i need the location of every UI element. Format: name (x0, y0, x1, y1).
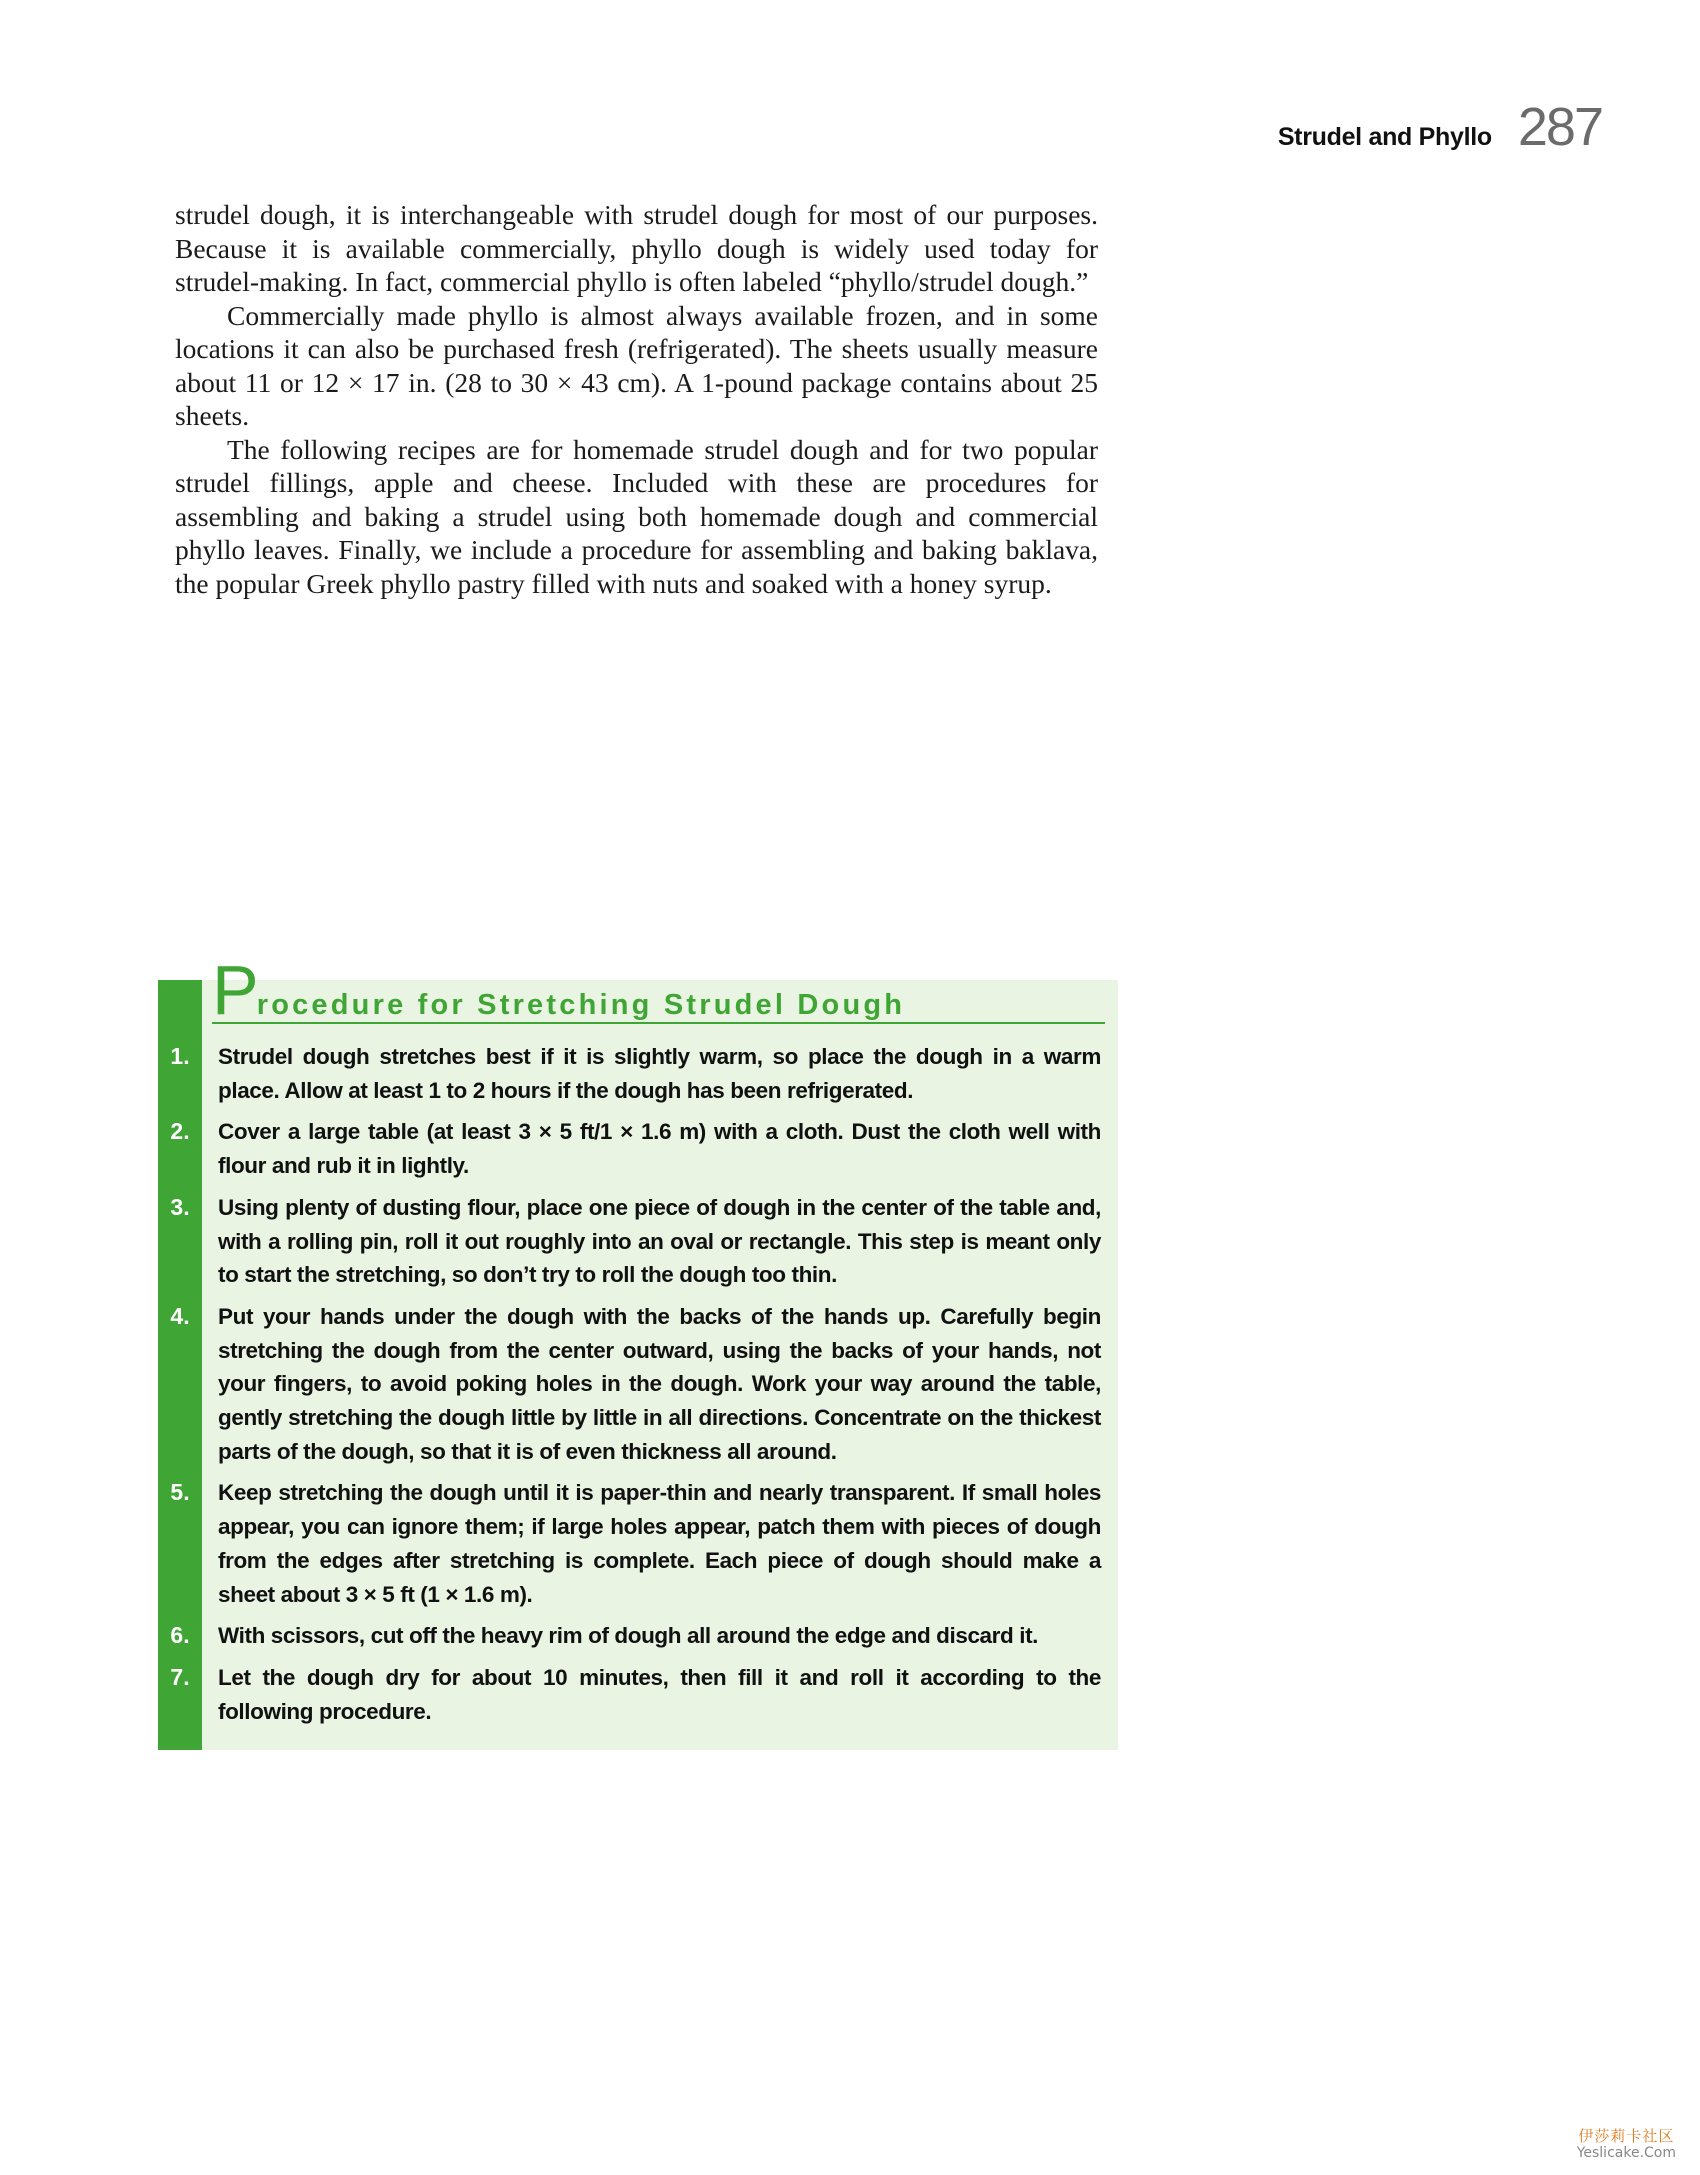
paragraph-continued: strudel dough, it is interchangeable with strudel dough for most of our purposes. Because it is available commercially, phyllo dough is widely used today for strudel-making. In fact, commercial phyllo is often labeled “phyllo/strudel dough.” (175, 199, 1098, 297)
procedure-title-text: rocedure for Stretching Strudel Dough (256, 989, 906, 1021)
procedure-steps (158, 1040, 1101, 1736)
body-text (175, 198, 1098, 600)
procedure-title-initial: P (212, 951, 257, 1029)
procedure-step (158, 1040, 1101, 1107)
step-text: Keep stretching the dough until it is paper-thin and nearly transparent. If small holes appear, you can ignore them; if large holes appear, patch them with pieces of dough from the edges after stretching is complete. Each piece of dough should make a sheet about 3 × 5 ft (1 × 1.6 m). (218, 1480, 1101, 1607)
watermark (1577, 2128, 1676, 2161)
step-number: 5. (170, 1479, 190, 1506)
procedure-title (212, 951, 1105, 1029)
step-text: Cover a large table (at least 3 × 5 ft/1 × 1.6 m) with a cloth. Dust the cloth well with flour and rub it in lightly. (218, 1119, 1101, 1179)
paragraph: Commercially made phyllo is almost always available frozen, and in some locations it can also be purchased fresh (refrigerated). The sheets usually measure about 11 or 12 × 17 in. (28 to 30 × 43 cm). A 1-pound package contains about 25 sheets. (175, 299, 1098, 431)
step-number: 3. (170, 1193, 190, 1220)
step-text: With scissors, cut off the heavy rim of dough all around the edge and discard it. (218, 1623, 1039, 1649)
running-header (1278, 96, 1602, 158)
paragraph: The following recipes are for homemade strudel dough and for two popular strudel fillings, apple and cheese. Included with these are procedures for assembling and baking a strudel using both homemade dough and commercial phyllo leaves. Finally, we include a procedure for assembling and baking baklava, the popular Greek phyllo pastry filled with nuts and soaked with a honey syrup. (175, 433, 1098, 599)
procedure-step (158, 1661, 1101, 1728)
procedure-step (158, 1115, 1101, 1182)
procedure-box (158, 951, 1118, 1750)
step-text: Put your hands under the dough with the backs of the hands up. Carefully begin stretching the dough from the center outward, using the backs of your hands, not your fingers, to avoid poking holes in the dough. Work your way around the table, gently stretching the dough little by little in all directions. Concentrate on the thickest parts of the dough, so that it is of even thickness all around. (218, 1303, 1101, 1464)
step-number: 6. (170, 1622, 190, 1649)
step-number: 2. (170, 1118, 190, 1145)
procedure-step (158, 1619, 1101, 1653)
procedure-step (158, 1191, 1101, 1292)
step-text: Using plenty of dusting flour, place one piece of dough in the center of the table and, with a rolling pin, roll it out roughly into an oval or rectangle. This step is meant only to start the stretching, so don’t try to roll the dough too thin. (218, 1194, 1101, 1288)
procedure-step (158, 1300, 1101, 1469)
section-title: Strudel and Phyllo (1277, 123, 1492, 151)
procedure-step (158, 1476, 1101, 1611)
watermark-line-2: Yeslicake.Com (1576, 2144, 1676, 2161)
watermark-line-1: 伊莎莉卡社区 (1578, 2126, 1675, 2145)
step-text: Strudel dough stretches best if it is slightly warm, so place the dough in a warm place. Allow at least 1 to 2 hours if the dough has been refrigerated. (218, 1044, 1101, 1103)
page-number: 287 (1517, 97, 1602, 157)
step-number: 4. (170, 1302, 190, 1329)
step-number: 1. (170, 1043, 190, 1069)
step-text: Let the dough dry for about 10 minutes, then fill it and roll it according to the following procedure. (218, 1664, 1101, 1724)
step-number: 7. (170, 1663, 190, 1690)
